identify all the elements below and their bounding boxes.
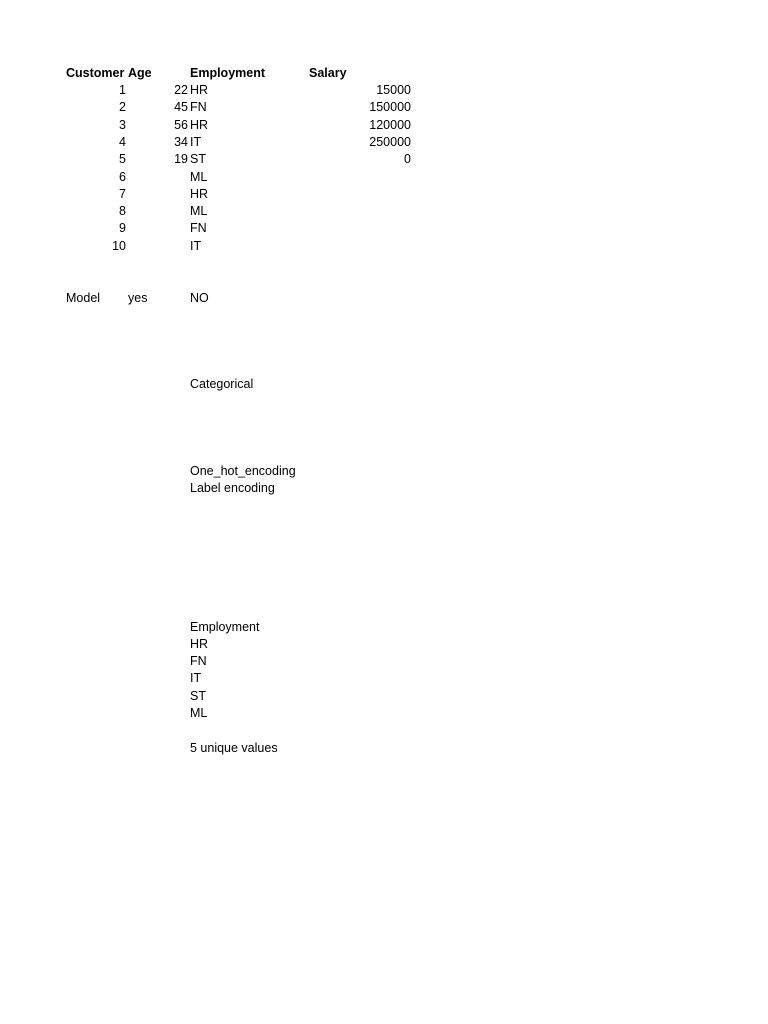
cell-employment[interactable]: ML [190, 170, 208, 184]
cell-age[interactable]: 22 [174, 83, 188, 97]
header-salary[interactable]: Salary [309, 66, 347, 80]
unique-value-item[interactable]: IT [190, 671, 202, 685]
cell-customer[interactable]: 6 [119, 170, 126, 184]
cell-customer[interactable]: 2 [119, 100, 126, 114]
employment-list-header[interactable]: Employment [190, 620, 260, 634]
cell-employment[interactable]: IT [190, 135, 202, 149]
unique-count-note[interactable]: 5 unique values [190, 741, 278, 755]
header-customer[interactable]: Customer [66, 66, 125, 80]
cell-employment[interactable]: IT [190, 239, 202, 253]
cell-employment[interactable]: HR [190, 118, 209, 132]
cell-customer[interactable]: 1 [119, 83, 126, 97]
categorical-note[interactable]: Categorical [190, 377, 254, 391]
cell-salary[interactable]: 250000 [369, 135, 411, 149]
cell-employment[interactable]: HR [190, 187, 209, 201]
cell-customer[interactable]: 8 [119, 204, 126, 218]
cell-salary[interactable]: 150000 [369, 100, 411, 114]
unique-value-item[interactable]: FN [190, 654, 207, 668]
unique-value-item[interactable]: ST [190, 689, 206, 703]
model-label[interactable]: Model [66, 291, 101, 305]
cell-customer[interactable]: 9 [119, 221, 126, 235]
cell-salary[interactable]: 15000 [376, 83, 411, 97]
cell-employment[interactable]: FN [190, 100, 207, 114]
cell-customer[interactable]: 5 [119, 152, 126, 166]
model-yes-cell[interactable]: yes [128, 291, 148, 305]
cell-salary[interactable]: 0 [404, 152, 411, 166]
cell-age[interactable]: 56 [174, 118, 188, 132]
unique-value-item[interactable]: ML [190, 706, 208, 720]
cell-age[interactable]: 19 [174, 152, 188, 166]
cell-employment[interactable]: FN [190, 221, 207, 235]
cell-age[interactable]: 34 [174, 135, 188, 149]
encoding-note[interactable]: One_hot_encoding [190, 464, 296, 478]
cell-employment[interactable]: HR [190, 83, 209, 97]
header-age[interactable]: Age [128, 66, 152, 80]
unique-value-item[interactable]: HR [190, 637, 209, 651]
cell-salary[interactable]: 120000 [369, 118, 411, 132]
header-employment[interactable]: Employment [190, 66, 266, 80]
cell-customer[interactable]: 4 [119, 135, 126, 149]
encoding-note[interactable]: Label encoding [190, 481, 275, 495]
cell-employment[interactable]: ML [190, 204, 208, 218]
cell-customer[interactable]: 3 [119, 118, 126, 132]
cell-employment[interactable]: ST [190, 152, 206, 166]
cell-customer[interactable]: 7 [119, 187, 126, 201]
cell-age[interactable]: 45 [174, 100, 188, 114]
cell-customer[interactable]: 10 [112, 239, 126, 253]
model-no-cell[interactable]: NO [190, 291, 209, 305]
